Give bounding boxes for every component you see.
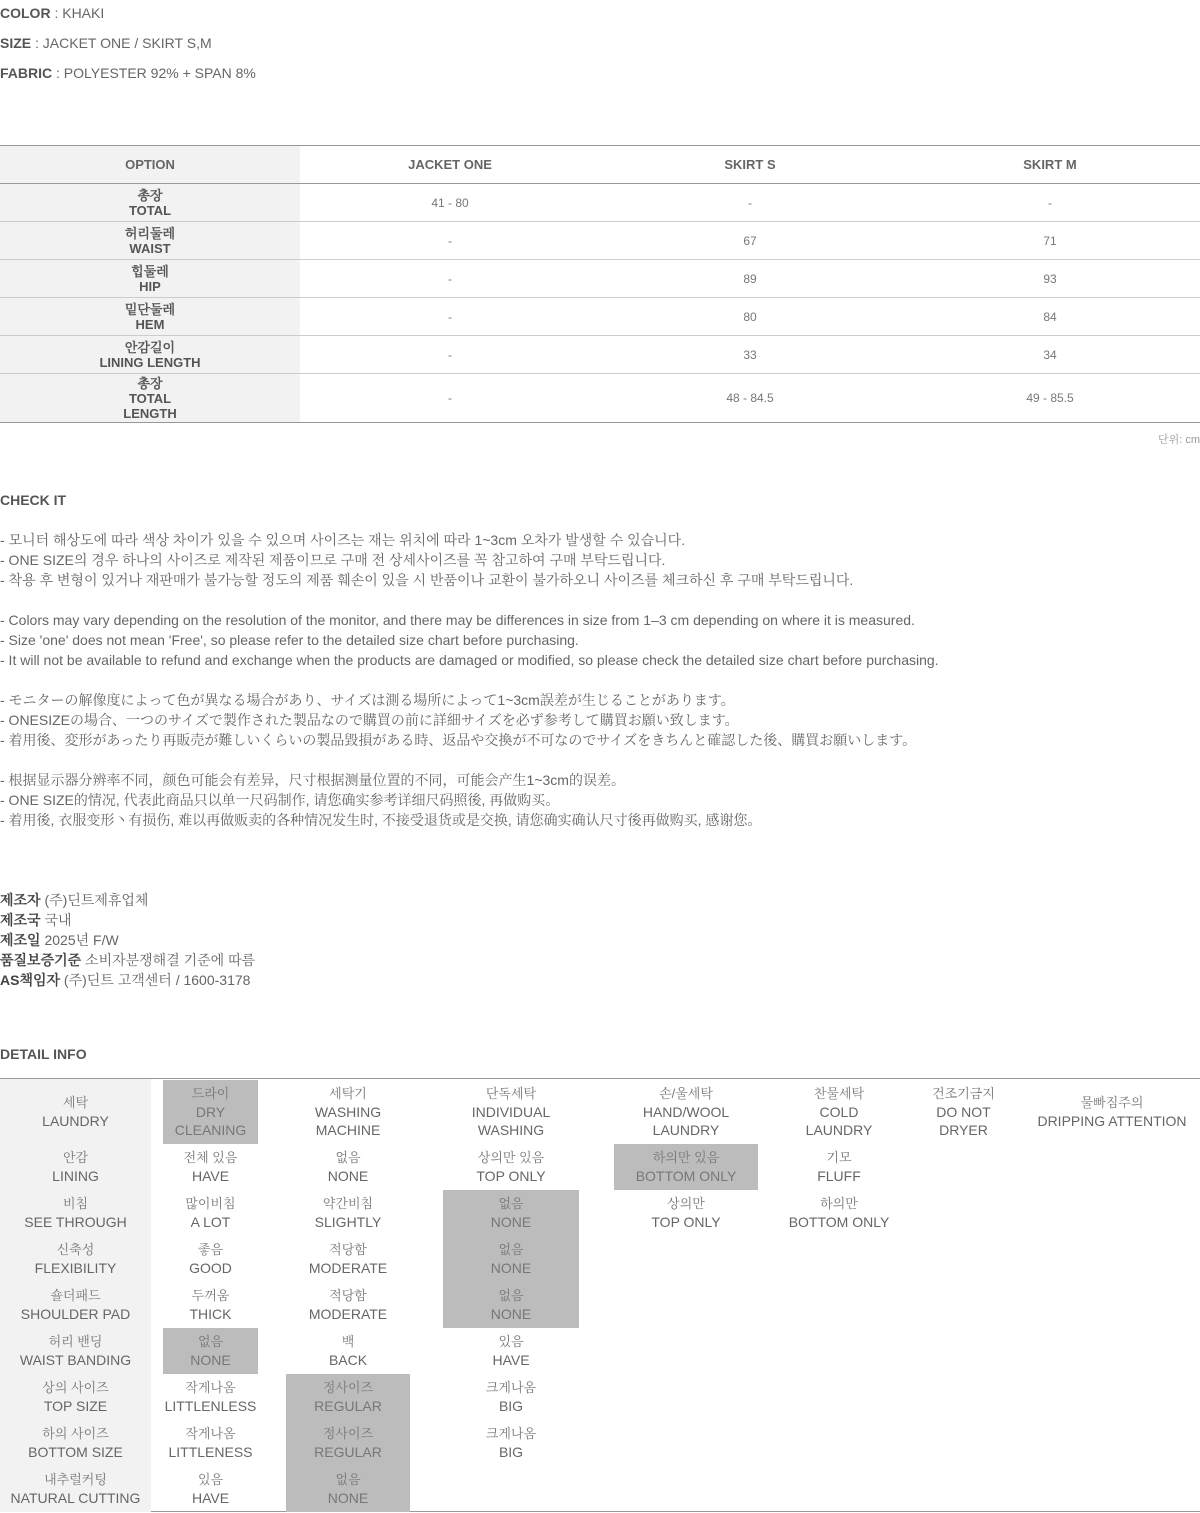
option-ko: 상의만 — [667, 1196, 705, 1211]
option-ko: 없음 — [335, 1150, 361, 1165]
option-en: HAND/WOOL LAUNDRY — [642, 1104, 730, 1138]
option-ko: 크게나옴 — [485, 1426, 537, 1441]
detail-option-selected — [163, 1328, 258, 1374]
option-en: NONE — [490, 1306, 532, 1322]
size-table-row — [0, 184, 1200, 222]
detail-option — [163, 1466, 258, 1512]
check-it-title: CHECK IT — [0, 492, 67, 508]
option-en: TOP ONLY — [476, 1168, 546, 1184]
detail-option — [0, 1144, 151, 1190]
detail-option — [163, 1420, 258, 1466]
detail-option — [614, 1080, 758, 1144]
option-ko: 있음 — [197, 1472, 224, 1487]
option-en: DO NOT DRYER — [936, 1104, 991, 1138]
size-row-label: 힙둘레 HIP — [0, 260, 300, 298]
maker-label: AS책임자 — [0, 972, 61, 988]
note-line: - 着用後、変形があったり再販売が難しいくらいの製品毀損がある時、返品や交換が不可なのでサイズをきちんと確認した後、購買お願いします。 — [0, 732, 917, 748]
option-en: A LOT — [190, 1214, 231, 1230]
size-value-cell: - — [300, 374, 600, 423]
option-en: NONE — [327, 1490, 369, 1506]
size-table-row — [0, 374, 1200, 423]
detail-option — [788, 1190, 890, 1236]
option-en: GOOD — [189, 1260, 232, 1276]
option-en: BOTTOM SIZE — [28, 1444, 123, 1460]
size-value-cell: - — [300, 260, 600, 298]
detail-option — [163, 1282, 258, 1328]
detail-option — [286, 1236, 410, 1282]
option-ko: 크게나옴 — [485, 1380, 537, 1395]
size-value-cell: 49 - 85.5 — [900, 374, 1200, 423]
maker-line — [0, 970, 255, 990]
header-skirt-m: SKIRT M — [900, 146, 1200, 184]
detail-option — [163, 1236, 258, 1282]
spec-fabric: FABRIC : POLYESTER 92% + SPAN 8% — [0, 65, 256, 81]
detail-option — [0, 1420, 151, 1466]
detail-option — [0, 1466, 151, 1512]
maker-label: 제조자 — [0, 892, 41, 908]
detail-option — [163, 1144, 258, 1190]
option-ko: 상의만 있음 — [477, 1150, 545, 1165]
size-table-row — [0, 298, 1200, 336]
detail-option — [614, 1190, 758, 1236]
detail-option — [0, 1236, 151, 1282]
maker-line — [0, 950, 255, 970]
option-en: TOP ONLY — [651, 1214, 721, 1230]
detail-info-title: DETAIL INFO — [0, 1046, 87, 1062]
detail-option — [286, 1080, 410, 1144]
option-ko: 신축성 — [56, 1242, 95, 1257]
note-line: - It will not be available to refund and exchange when the products are damaged or modified, so please check the detailed size chart before purchasing. — [0, 652, 939, 668]
option-en: NONE — [190, 1352, 231, 1368]
option-en: WASHING MACHINE — [314, 1104, 382, 1138]
option-ko: 없음 — [498, 1196, 524, 1211]
option-ko: 좋음 — [197, 1242, 224, 1257]
option-ko: 허리 밴딩 — [48, 1334, 103, 1349]
note-line: - モニターの解像度によって色が異なる場合があり、サイズは測る場所によって1~3cm誤差が生じることがあります。 — [0, 692, 735, 708]
detail-option — [286, 1282, 410, 1328]
option-ko: 두꺼움 — [191, 1288, 230, 1303]
option-en: THICK — [189, 1306, 232, 1322]
option-ko: 적당함 — [329, 1288, 367, 1303]
size-table — [0, 145, 1200, 423]
option-en: SLIGHTLY — [314, 1214, 382, 1230]
size-value-cell: - — [300, 336, 600, 374]
option-ko: 전체 있음 — [183, 1150, 238, 1165]
option-ko: 단독세탁 — [485, 1086, 537, 1101]
detail-option — [0, 1080, 151, 1144]
option-en: BACK — [328, 1352, 368, 1368]
size-value-cell: 34 — [900, 336, 1200, 374]
maker-line — [0, 890, 255, 910]
option-ko: 없음 — [197, 1334, 224, 1349]
note-line: - 모니터 해상도에 따라 색상 차이가 있을 수 있으며 사이즈는 재는 위치에 따라 1~3cm 오차가 발생할 수 있습니다. — [0, 532, 686, 548]
size-value-cell: 93 — [900, 260, 1200, 298]
detail-option — [443, 1144, 579, 1190]
note-line: - ONE SIZE의 경우 하나의 사이즈로 제작된 제품이므로 구매 전 상세사이즈를 꼭 참고하여 구매 부탁드립니다. — [0, 552, 666, 568]
option-ko: 있음 — [498, 1334, 524, 1349]
note-line: - 착용 후 변형이 있거나 재판매가 불가능할 정도의 제품 훼손이 있을 시 반품이나 교환이 불가하오니 사이즈를 체크하신 후 구매 부탁드립니다. — [0, 572, 854, 588]
detail-option — [788, 1144, 890, 1190]
size-table-row — [0, 222, 1200, 260]
spec-color: COLOR : KHAKI — [0, 5, 105, 21]
option-ko: 건조기금지 — [932, 1086, 995, 1101]
maker-info — [0, 890, 255, 990]
size-row-label: 안감길이 LINING LENGTH — [0, 336, 300, 374]
maker-label: 품질보증기준 — [0, 952, 82, 968]
option-en: MODERATE — [308, 1306, 388, 1322]
option-ko: 하의만 — [820, 1196, 858, 1211]
option-en: NONE — [490, 1260, 532, 1276]
option-ko: 숄더패드 — [50, 1288, 101, 1303]
option-ko: 손/울세탁 — [659, 1086, 713, 1101]
option-en: FLEXIBILITY — [34, 1260, 117, 1276]
size-value-cell: 84 — [900, 298, 1200, 336]
maker-value: (주)딘트 고객센터 / 1600-3178 — [60, 972, 251, 988]
note-line: - ONESIZEの場合、一つのサイズで製作された製品なので購買の前に詳細サイズを必ず参考して購買お願い致します。 — [0, 712, 739, 728]
option-ko: 없음 — [498, 1288, 524, 1303]
option-ko: 작게나옴 — [185, 1380, 236, 1395]
option-ko: 없음 — [498, 1242, 524, 1257]
detail-option — [0, 1374, 151, 1420]
option-en: TOP SIZE — [43, 1398, 108, 1414]
option-ko: 상의 사이즈 — [42, 1380, 109, 1395]
detail-option — [443, 1328, 579, 1374]
option-ko: 세탁기 — [329, 1086, 367, 1101]
detail-option-selected — [286, 1374, 410, 1420]
option-ko: 적당함 — [329, 1242, 367, 1257]
maker-value: (주)딘트제휴업체 — [40, 892, 149, 908]
detail-option — [1037, 1080, 1187, 1144]
note-line: - ONE SIZE的情况, 代表此商品只以单一尺码制作, 请您确实参考详细尺码照後, 再做购买。 — [0, 792, 560, 808]
size-value-cell: - — [300, 222, 600, 260]
option-ko: 정사이즈 — [322, 1380, 374, 1395]
detail-option-selected — [286, 1420, 410, 1466]
option-ko: 세탁 — [62, 1095, 89, 1110]
note-line: - Size 'one' does not mean 'Free', so please refer to the detailed size chart before purchasing. — [0, 632, 579, 648]
option-en: BIG — [498, 1444, 524, 1460]
option-ko: 내추럴커팅 — [44, 1472, 107, 1487]
detail-option — [163, 1190, 258, 1236]
maker-label: 제조일 — [0, 932, 41, 948]
header-jacket-one: JACKET ONE — [300, 146, 600, 184]
option-ko: 비침 — [62, 1196, 89, 1211]
option-en: BOTTOM ONLY — [788, 1214, 890, 1230]
detail-option — [163, 1374, 258, 1420]
size-table-row — [0, 336, 1200, 374]
option-ko: 안감 — [62, 1150, 89, 1165]
option-ko: 약간비침 — [322, 1196, 374, 1211]
option-ko: 작게나옴 — [185, 1426, 236, 1441]
detail-option — [286, 1328, 410, 1374]
option-ko: 정사이즈 — [322, 1426, 374, 1441]
option-en: NATURAL CUTTING — [10, 1490, 141, 1506]
size-row-label: 밑단둘레 HEM — [0, 298, 300, 336]
detail-option — [443, 1080, 579, 1144]
option-en: DRY — [195, 1104, 226, 1120]
option-en: BOTTOM ONLY — [635, 1168, 737, 1184]
option-en: MODERATE — [308, 1260, 388, 1276]
size-row-label: 허리둘레 WAIST — [0, 222, 300, 260]
note-group — [0, 770, 939, 830]
note-group — [0, 690, 939, 750]
spec-size: SIZE : JACKET ONE / SKIRT S,M — [0, 35, 212, 51]
maker-line — [0, 910, 255, 930]
note-line: - Colors may vary depending on the resolution of the monitor, and there may be differences in size from 1–3 cm depending on where it is measured. — [0, 612, 915, 628]
option-en: INDIVIDUAL WASHING — [471, 1104, 551, 1138]
option-en: FLUFF — [817, 1168, 861, 1184]
detail-option — [286, 1144, 410, 1190]
size-value-cell: 33 — [600, 336, 900, 374]
size-table-header — [0, 146, 1200, 184]
option-en: CLEANING — [174, 1122, 247, 1138]
option-en: SHOULDER PAD — [20, 1306, 131, 1322]
option-en: LINING — [52, 1168, 99, 1184]
size-value-cell: 71 — [900, 222, 1200, 260]
note-group — [0, 530, 939, 590]
detail-info-grid — [0, 1078, 1200, 1512]
size-value-cell: 80 — [600, 298, 900, 336]
size-value-cell: - — [900, 184, 1200, 222]
size-value-cell: - — [600, 184, 900, 222]
detail-option — [443, 1374, 579, 1420]
option-en: LITTLENLESS — [164, 1398, 257, 1414]
option-en: REGULAR — [314, 1398, 382, 1414]
detail-option — [286, 1190, 410, 1236]
option-ko: 없음 — [335, 1472, 361, 1487]
option-ko: 드라이 — [191, 1086, 230, 1101]
option-en: BIG — [498, 1398, 524, 1414]
detail-option-selected — [286, 1466, 410, 1512]
option-en: HAVE — [492, 1352, 530, 1368]
detail-option-selected — [614, 1144, 758, 1190]
header-skirt-s: SKIRT S — [600, 146, 900, 184]
option-ko: 찬물세탁 — [813, 1086, 865, 1101]
check-it-notes — [0, 530, 939, 850]
maker-line — [0, 930, 255, 950]
option-en: NONE — [490, 1214, 532, 1230]
option-en: REGULAR — [314, 1444, 382, 1460]
option-en: NONE — [327, 1168, 369, 1184]
option-en: HAVE — [191, 1490, 230, 1506]
maker-value: 2025년 F/W — [40, 932, 119, 948]
note-group — [0, 610, 939, 670]
note-line: - 根据显示器分辨率不同，颜色可能会有差异，尺寸根据测量位置的不同，可能会产生1~3cm的误差。 — [0, 772, 625, 788]
unit-note: 단위: cm — [1157, 434, 1200, 446]
maker-value: 국내 — [40, 912, 72, 928]
option-ko: 백 — [341, 1334, 355, 1349]
maker-label: 제조국 — [0, 912, 41, 928]
option-en: LAUNDRY — [42, 1113, 109, 1129]
option-en: HAVE — [191, 1168, 230, 1184]
detail-option-selected — [443, 1236, 579, 1282]
option-en: DRIPPING ATTENTION — [1037, 1113, 1187, 1129]
header-option: OPTION — [0, 146, 300, 184]
detail-option-selected — [163, 1080, 258, 1144]
detail-option-selected — [443, 1190, 579, 1236]
detail-option — [443, 1420, 579, 1466]
option-ko: 많이비침 — [185, 1196, 236, 1211]
option-en: LITTLENESS — [168, 1444, 253, 1460]
size-value-cell: 67 — [600, 222, 900, 260]
size-row-label: 총장 TOTAL — [0, 184, 300, 222]
size-row-label: 총장 TOTAL LENGTH — [0, 374, 300, 423]
option-en: SEE THROUGH — [24, 1214, 127, 1230]
detail-option — [0, 1282, 151, 1328]
option-ko: 하의 사이즈 — [42, 1426, 109, 1441]
size-value-cell: - — [300, 298, 600, 336]
detail-option — [0, 1328, 151, 1374]
detail-option — [913, 1080, 1014, 1144]
size-value-cell: 89 — [600, 260, 900, 298]
size-value-cell: 48 - 84.5 — [600, 374, 900, 423]
option-ko: 물빠짐주의 — [1080, 1095, 1144, 1110]
option-ko: 하의만 있음 — [652, 1150, 720, 1165]
detail-option-selected — [443, 1282, 579, 1328]
size-value-cell: 41 - 80 — [300, 184, 600, 222]
note-line: - 着用後, 衣服变形丶有损伤, 难以再做贩卖的各种情况发生时, 不接受退货或是交换, 请您确实确认尺寸後再做购买, 感谢您。 — [0, 812, 762, 828]
option-en: WAIST BANDING — [19, 1352, 132, 1368]
size-table-row — [0, 260, 1200, 298]
option-ko: 기모 — [826, 1150, 852, 1165]
detail-option — [0, 1190, 151, 1236]
option-en: COLD LAUNDRY — [805, 1104, 873, 1138]
detail-option — [788, 1080, 890, 1144]
maker-value: 소비자분쟁해결 기준에 따름 — [81, 952, 256, 968]
